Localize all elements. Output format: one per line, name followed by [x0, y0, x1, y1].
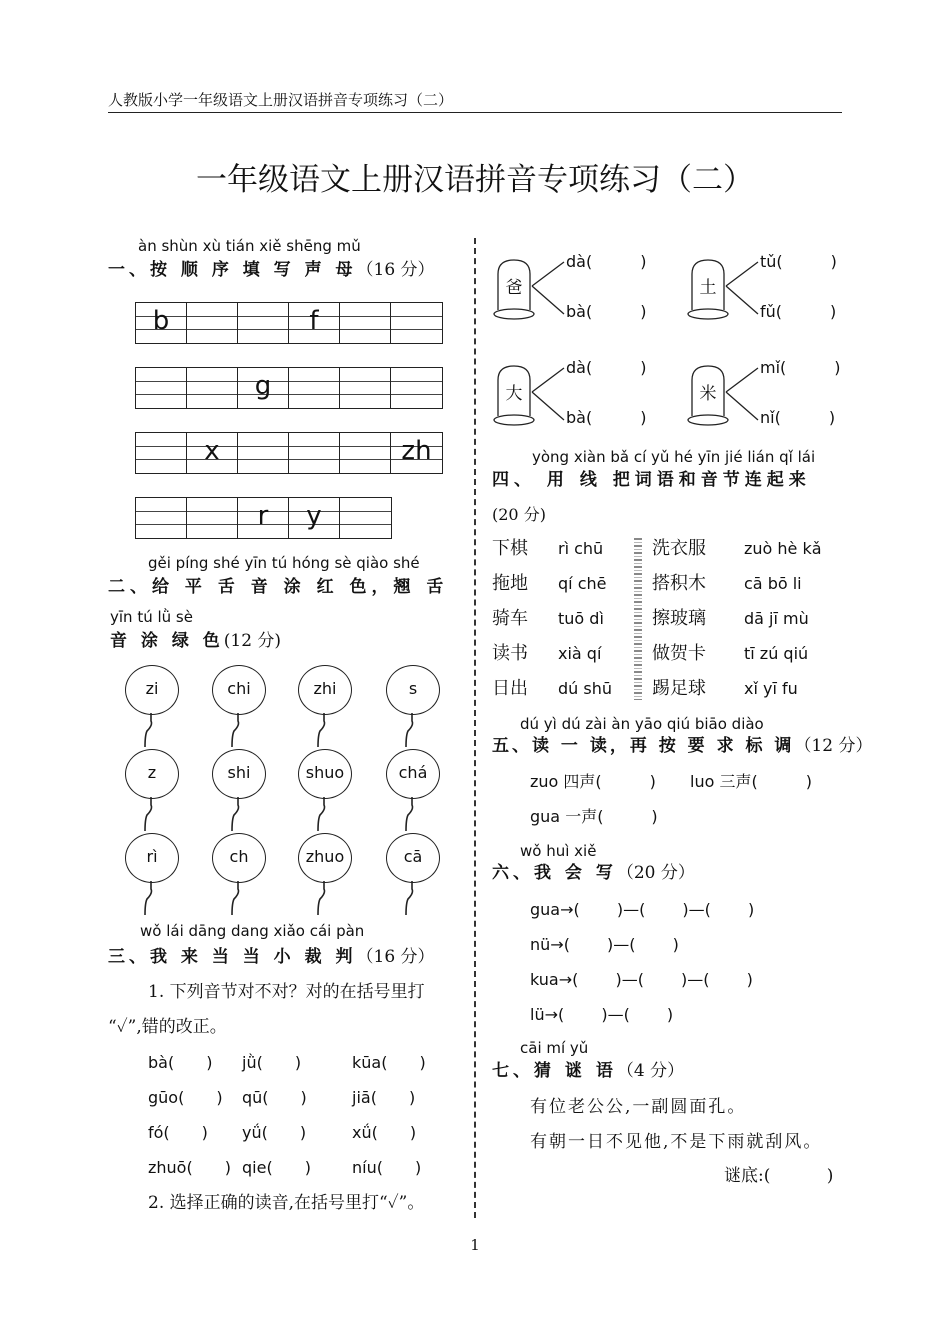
riddle-line-2: 有朝一日不见他,不是下雨就刮风。: [530, 1132, 823, 1152]
s6-item: nü→( )—( ): [530, 935, 679, 954]
balloon-string: [226, 881, 246, 917]
decorative-divider: [634, 538, 642, 700]
s6-item: gua→( )—( )—( ): [530, 900, 755, 919]
s3-score: （16 分）: [356, 947, 435, 967]
balloon-string: [226, 713, 246, 749]
s3-q1-line2: “✓”,错的改正。: [108, 1017, 227, 1037]
s1-heading: [108, 260, 435, 280]
s4-pinyin: yòng xiàn bǎ cí yǔ hé yīn jié lián qǐ lái: [532, 448, 816, 466]
s1-heading-text: 一、按 顺 序 填 写 声 母: [108, 260, 357, 280]
s2-pinyin-1: gěi píng shé yīn tú hóng sè qiào shé: [148, 554, 420, 572]
grid-cell[interactable]: [390, 303, 443, 343]
s5-score: （12 分）: [794, 736, 873, 756]
s4-score: (20 分): [492, 505, 546, 524]
balloon[interactable]: zi: [125, 665, 179, 715]
letter-grid: [135, 302, 443, 344]
s7-heading: [492, 1061, 684, 1081]
word-item[interactable]: 日出: [492, 678, 528, 699]
s5-item-zuo: zuo 四声( ): [530, 772, 656, 791]
grid-cell[interactable]: [186, 368, 237, 408]
pinyin-item[interactable]: tī zú qiú: [744, 644, 809, 663]
s7-pinyin: cāi mí yǔ: [520, 1039, 589, 1057]
pronunciation-option[interactable]: mǐ( ): [760, 358, 841, 377]
s2-heading-1: 二、给 平 舌 音 涂 红 色，翘 舌: [108, 577, 449, 597]
bell-character: 爸: [505, 278, 523, 298]
syllable-check-item: gūo( ): [148, 1088, 223, 1107]
s3-heading: [108, 947, 435, 967]
syllable-check-item: yǘ( ): [242, 1123, 307, 1142]
balloon[interactable]: s: [386, 665, 440, 715]
grid-cell[interactable]: [288, 368, 339, 408]
balloon-string: [312, 881, 332, 917]
word-item[interactable]: 读书: [492, 643, 528, 664]
grid-cell[interactable]: [237, 433, 288, 473]
bell-character: 土: [699, 278, 717, 298]
grid-cell[interactable]: [390, 368, 443, 408]
balloon-string: [139, 797, 159, 833]
s6-score: （20 分）: [616, 863, 695, 883]
pinyin-item[interactable]: xià qí: [558, 644, 602, 663]
balloon[interactable]: shi: [212, 749, 266, 799]
syllable-check-item: bà( ): [148, 1053, 213, 1072]
balloon-string: [400, 881, 420, 917]
running-title: 人教版小学一年级语文上册汉语拼音专项练习（二）: [108, 91, 454, 109]
letter-grid: [135, 432, 443, 474]
balloon-string: [312, 713, 332, 749]
grid-cell[interactable]: [339, 303, 390, 343]
s6-item: lü→( )—( ): [530, 1005, 674, 1024]
balloon-string: [400, 713, 420, 749]
pinyin-item[interactable]: cā bō li: [744, 574, 802, 593]
syllable-check-item: jǜ( ): [242, 1053, 302, 1072]
grid-cell[interactable]: [390, 433, 443, 473]
s1-score: （16 分）: [356, 260, 435, 280]
syllable-check-item: jiā( ): [352, 1088, 416, 1107]
balloon[interactable]: chi: [212, 665, 266, 715]
grid-cell[interactable]: [186, 303, 237, 343]
s6-heading: [492, 863, 695, 883]
s5-item-gua: gua 一声( ): [530, 807, 658, 826]
syllable-check-item: qū( ): [242, 1088, 307, 1107]
s5-heading-text: 五、读 一 读，再 按 要 求 标 调: [492, 736, 795, 756]
word-item[interactable]: 洗衣服: [652, 538, 706, 559]
grid-letter: f: [309, 306, 319, 336]
balloon-string: [312, 797, 332, 833]
balloon-string: [139, 713, 159, 749]
s2-score: (12 分): [223, 631, 282, 651]
word-item[interactable]: 擦玻璃: [652, 608, 706, 629]
grid-letter: b: [152, 306, 170, 336]
balloon[interactable]: z: [125, 749, 179, 799]
pronunciation-option[interactable]: dà( ): [566, 358, 647, 377]
pinyin-item[interactable]: dú shū: [558, 679, 612, 698]
pronunciation-option[interactable]: bà( ): [566, 302, 647, 321]
page-title: 一年级语文上册汉语拼音专项练习（二）: [196, 162, 754, 198]
s6-item: kua→( )—( )—( ): [530, 970, 753, 989]
s2-pinyin-2: yīn tú lǜ sè: [110, 608, 193, 626]
s6-pinyin: wǒ huì xiě: [520, 842, 597, 860]
pinyin-item[interactable]: zuò hè kǎ: [744, 539, 822, 558]
word-item[interactable]: 踢足球: [652, 678, 706, 699]
s5-heading: [492, 736, 872, 756]
s3-pinyin: wǒ lái dāng dang xiǎo cái pàn: [140, 922, 365, 940]
syllable-check-item: xǘ( ): [352, 1123, 417, 1142]
word-item[interactable]: 搭积木: [652, 573, 706, 594]
grid-cell[interactable]: [135, 368, 186, 408]
pronunciation-option[interactable]: fǔ( ): [760, 302, 837, 321]
pronunciation-option[interactable]: bà( ): [566, 408, 647, 427]
s7-score: （4 分）: [616, 1061, 685, 1081]
balloon[interactable]: cā: [386, 833, 440, 883]
syllable-check-item: fó( ): [148, 1123, 208, 1142]
grid-cell[interactable]: [135, 498, 186, 538]
column-divider: [474, 238, 476, 1218]
grid-cell[interactable]: [237, 498, 288, 538]
s3-q2: 2. 选择正确的读音,在括号里打“✓”。: [148, 1193, 425, 1213]
letter-grid: [135, 497, 392, 539]
s3-heading-text: 三、我 来 当 当 小 裁 判: [108, 947, 357, 967]
grid-letter: x: [204, 436, 220, 466]
balloon[interactable]: shuo: [298, 749, 352, 799]
word-item[interactable]: 做贺卡: [652, 643, 706, 664]
syllable-check-item: níu( ): [352, 1158, 422, 1177]
pronunciation-option[interactable]: nǐ( ): [760, 408, 836, 427]
page-number: 1: [470, 1236, 480, 1254]
s2-heading-2: [110, 631, 281, 651]
balloon-string: [139, 881, 159, 917]
pinyin-item[interactable]: qí chē: [558, 574, 607, 593]
pinyin-item[interactable]: dā jī mù: [744, 609, 809, 628]
balloon[interactable]: ch: [212, 833, 266, 883]
balloon[interactable]: rì: [125, 833, 179, 883]
balloon-string: [226, 797, 246, 833]
grid-cell[interactable]: [135, 303, 186, 343]
grid-letter: r: [257, 501, 269, 531]
riddle-answer: 谜底:( ): [724, 1166, 834, 1186]
grid-cell[interactable]: [288, 498, 339, 538]
balloon[interactable]: zhi: [298, 665, 352, 715]
grid-cell[interactable]: [339, 368, 390, 408]
syllable-check-item: kūa( ): [352, 1053, 426, 1072]
balloon[interactable]: chá: [386, 749, 440, 799]
word-item[interactable]: 骑车: [492, 608, 528, 629]
grid-cell[interactable]: [186, 433, 237, 473]
s3-q1-line1: 1. 下列音节对不对？对的在括号里打: [148, 982, 425, 1002]
bell-character: 米: [699, 384, 717, 404]
s4-heading: 四、 用 线 把词语和音节连起来: [492, 470, 811, 490]
syllable-check-item: zhuō( ): [148, 1158, 231, 1177]
s5-item-luo: luo 三声( ): [690, 772, 812, 791]
grid-cell[interactable]: [339, 433, 390, 473]
grid-cell[interactable]: [186, 498, 237, 538]
bell-character: 大: [505, 384, 523, 404]
grid-letter: zh: [401, 436, 432, 466]
grid-cell[interactable]: [288, 303, 339, 343]
header-rule: [108, 112, 842, 113]
grid-cell[interactable]: [135, 433, 186, 473]
s7-heading-text: 七、猜 谜 语: [492, 1061, 617, 1081]
pronunciation-option[interactable]: dà( ): [566, 252, 647, 271]
s6-heading-text: 六、我 会 写: [492, 863, 617, 883]
pinyin-item[interactable]: tuō dì: [558, 609, 604, 628]
pinyin-item[interactable]: rì chū: [558, 539, 604, 558]
grid-cell[interactable]: [237, 368, 288, 408]
grid-cell[interactable]: [288, 433, 339, 473]
grid-cell[interactable]: [339, 498, 392, 538]
riddle-line-1: 有位老公公,一副圆面孔。: [530, 1097, 747, 1117]
pinyin-item[interactable]: xǐ yī fu: [744, 679, 798, 698]
pronunciation-option[interactable]: tǔ( ): [760, 252, 837, 271]
grid-letter: y: [306, 501, 322, 531]
grid-cell[interactable]: [237, 303, 288, 343]
s2-heading-2-text: 音 涂 绿 色: [110, 631, 224, 651]
s5-pinyin: dú yì dú zài àn yāo qiú biāo diào: [520, 715, 764, 733]
syllable-check-item: qie( ): [242, 1158, 311, 1177]
balloon-string: [400, 797, 420, 833]
word-item[interactable]: 拖地: [492, 573, 528, 594]
balloon[interactable]: zhuo: [298, 833, 352, 883]
grid-letter: g: [254, 371, 272, 401]
s1-pinyin: àn shùn xù tián xiě shēng mǔ: [138, 237, 361, 255]
letter-grid: [135, 367, 443, 409]
word-item[interactable]: 下棋: [492, 538, 528, 559]
